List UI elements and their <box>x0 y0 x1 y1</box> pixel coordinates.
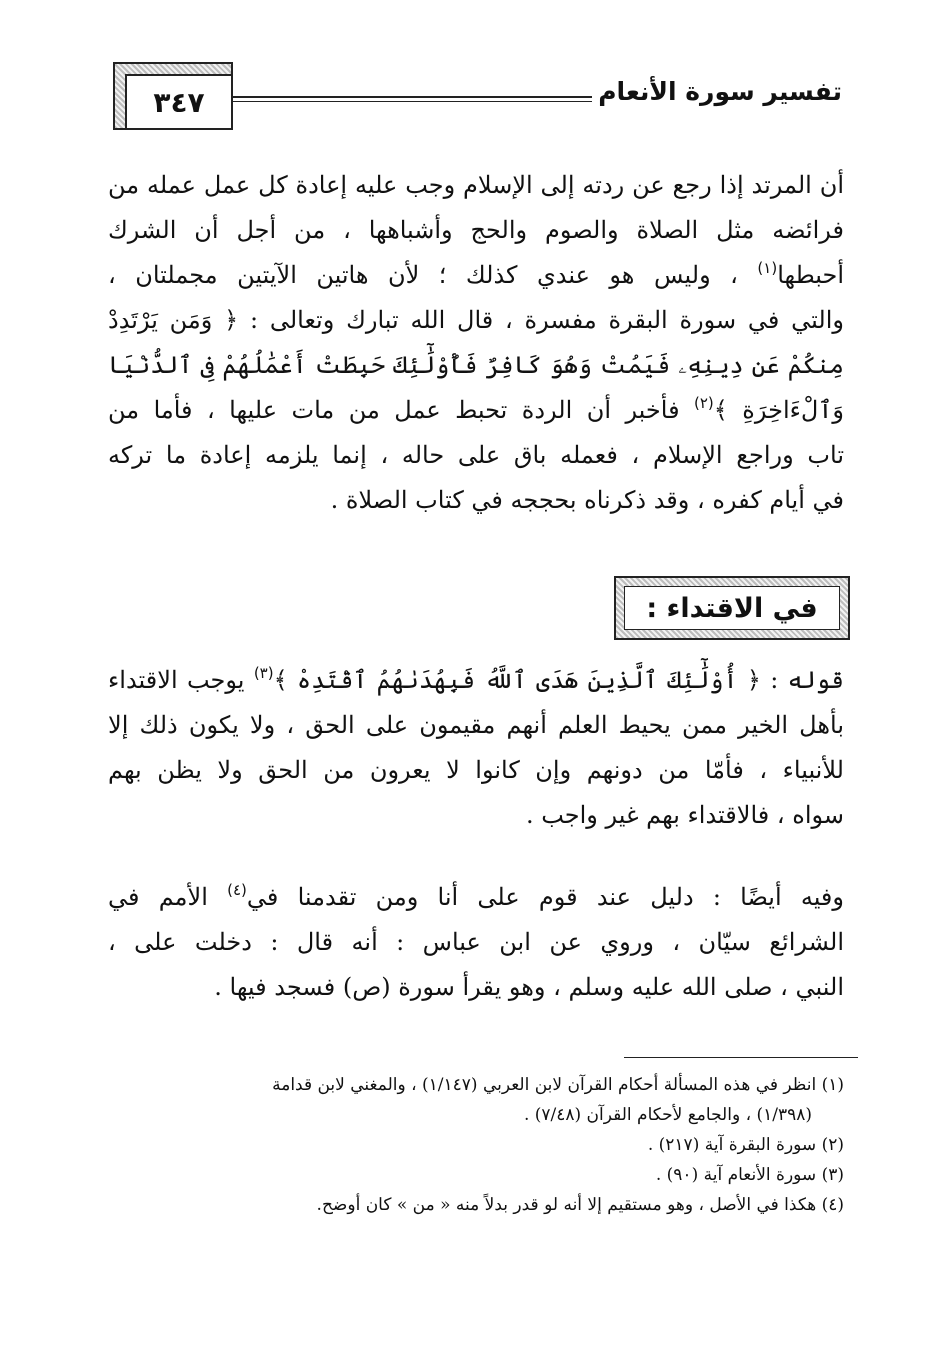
text-line: الشرائع سيّان ، وروي عن ابن عباس : أنه قال : دخلت على ، <box>108 928 844 956</box>
text-segment: يوجب الاقتداء <box>108 666 254 694</box>
footnote-2: (٢) سورة البقرة آية (٢١٧) . <box>647 1135 844 1155</box>
header-rule <box>232 96 592 98</box>
footnote-ref-2: (٢) <box>694 394 714 412</box>
footnote-ref-4: (٤) <box>227 881 247 899</box>
paragraph-apostasy <box>108 163 844 523</box>
text-line <box>108 253 844 298</box>
quran-verse-line: مِنكُمْ عَن دِينِهِۦ فَيَمُتْ وَهُوَ كَافِرٌ فَأُوْلَٰٓئِكَ حَبِطَتْ أَعْمَٰلُهُمْ فِى ٱلدُّنْيَا <box>108 351 844 379</box>
running-title: تفسير سورة الأنعام <box>598 77 842 106</box>
section-heading-frame <box>614 576 850 640</box>
text-line: بأهل الخير ممن يحيط العلم أنهم مقيمون على الحق ، ولا يكون ذلك إلا <box>108 711 844 739</box>
text-segment: الأمم في <box>108 883 228 911</box>
page-number: ٣٤٧ <box>125 74 231 128</box>
footnote-4: (٤) هكذا في الأصل ، وهو مستقيم إلا أنه لو قدر بدلاً منه « من » كان أوضح. <box>316 1195 844 1215</box>
page-number-frame <box>113 62 233 130</box>
footnote-ref-1: (١) <box>757 259 778 277</box>
text-line: أن المرتد إذا رجع عن ردته إلى الإسلام وجب عليه إعادة كل عمل عمله من <box>108 171 844 199</box>
footnote-3: (٣) سورة الأنعام آية (٩٠) . <box>655 1165 844 1185</box>
text-line: في أيام كفره ، وقد ذكرناه بحججه في كتاب الصلاة . <box>330 486 844 514</box>
text-line: فرائضه مثل الصلاة والصوم والحج وأشباهها ، من أجل أن الشرك <box>108 216 844 244</box>
text-segment: فأخبر أن الردة تحبط عمل من مات عليها ، فأما من <box>108 396 694 424</box>
footnote-ref-3: (٣) <box>253 664 274 682</box>
text-line <box>108 875 844 920</box>
footnote-1-continued: (١/٣٩٨) ، والجامع لأحكام القرآن (٧/٤٨) . <box>523 1105 812 1125</box>
text-line: سواه ، فالاقتداء بهم غير واجب . <box>525 801 844 829</box>
text-segment: وفيه أيضًا : دليل عند قوم على أنا ومن تقدمنا في <box>246 883 844 911</box>
text-line: تاب وراجع الإسلام ، فعمله باق على حاله ، إنما يلزمه إعادة ما تركه <box>108 441 844 469</box>
text-line <box>108 388 844 433</box>
text-line: للأنبياء ، فأمّا من دونهم وإن كانوا لا يعرون من الحق ولا يظن بهم <box>108 756 844 784</box>
paragraph-following <box>108 658 844 838</box>
section-heading: في الاقتداء : <box>624 586 840 630</box>
text-segment: ، وليس هو عندي كذلك ؛ لأن هاتين الآيتين مجملتان ، <box>108 261 758 289</box>
quran-verse-segment: قوله : ﴿ أُوْلَٰٓئِكَ ٱلَّذِينَ هَدَى ٱللَّهُ فَبِهُدَىٰهُمُ ٱقْتَدِهْ ﴾ <box>273 666 844 694</box>
quran-verse-segment: وَٱلْءَاخِرَةِ ﴾ <box>713 396 844 424</box>
text-segment: أحبطها <box>777 261 844 289</box>
footnotes <box>104 1070 844 1220</box>
paragraph-evidence <box>108 875 844 1010</box>
text-line <box>108 658 844 703</box>
text-line: والتي في سورة البقرة مفسرة ، قال الله تبارك وتعالى : ﴿ وَمَن يَرْتَدِدْ <box>108 306 844 334</box>
footnote-1: (١) انظر في هذه المسألة أحكام القرآن لابن العربي (١/١٤٧) ، والمغني لابن قدامة <box>272 1075 844 1095</box>
text-line: النبي ، صلى الله عليه وسلم ، وهو يقرأ سورة (ص) فسجد فيها . <box>214 973 844 1001</box>
footnote-separator <box>624 1057 858 1058</box>
